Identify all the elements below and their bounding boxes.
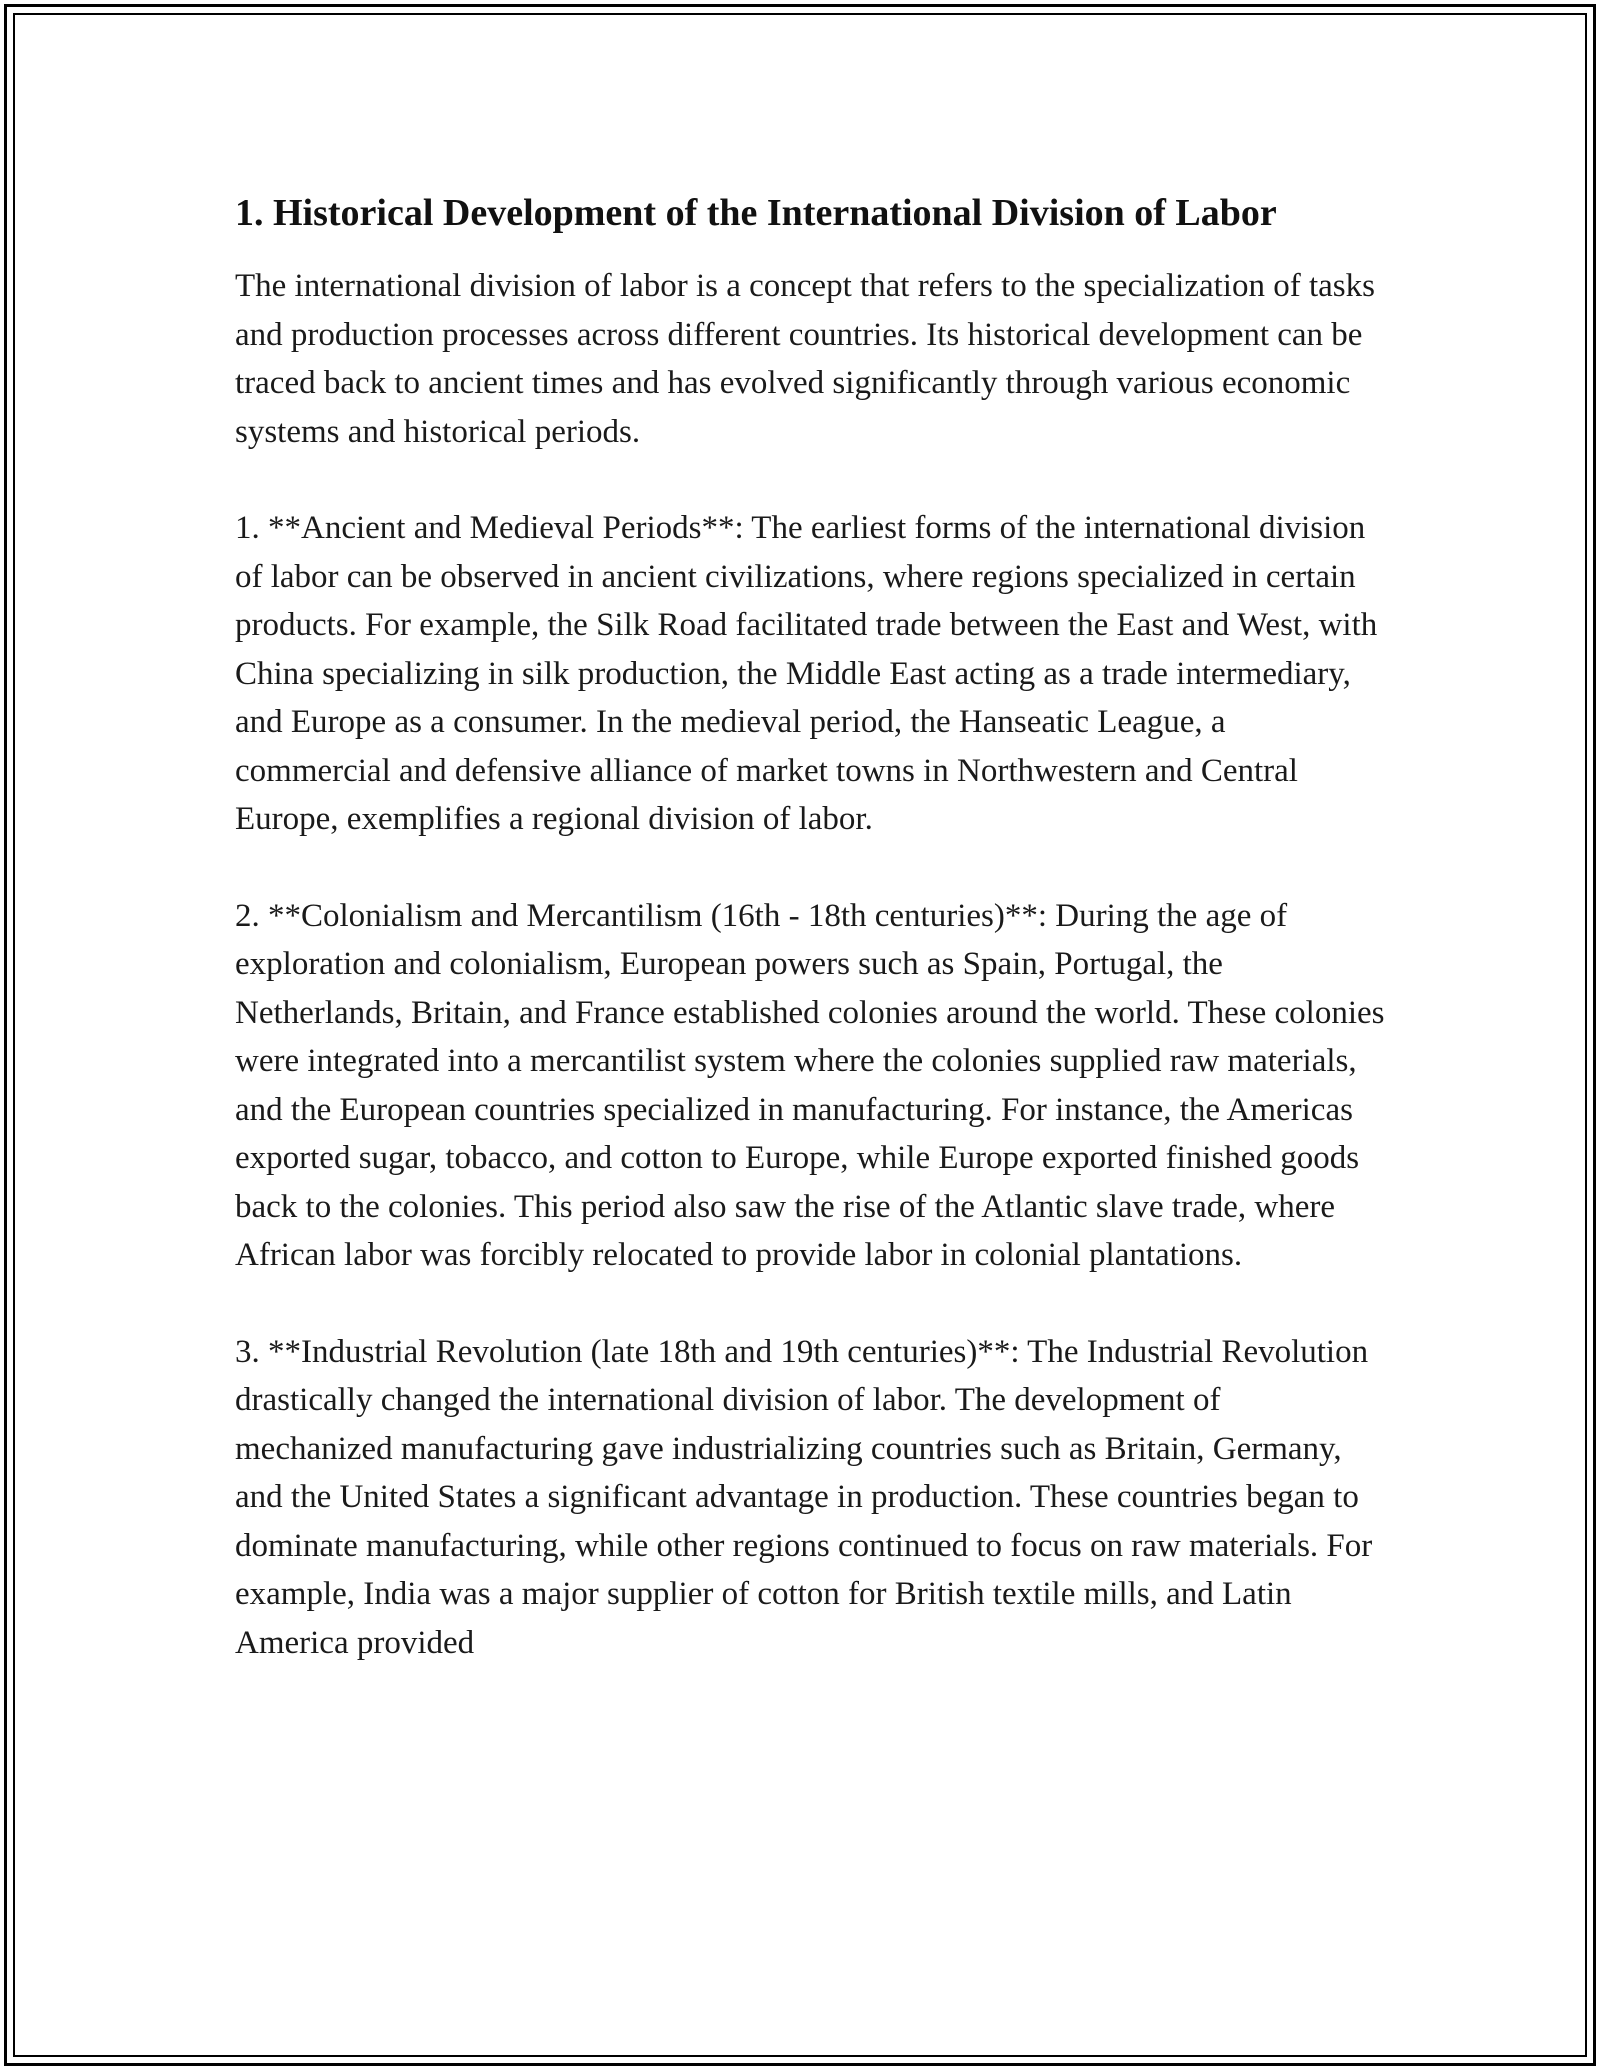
document-title: 1. Historical Development of the International Division of Labor — [235, 192, 1277, 234]
paragraph-industrial-revolution: 3. **Industrial Revolution (late 18th and 19th centuries)**: The Industrial Revolution drastically changed the international division of labor. The development of mechanized manufacturing gave industrializing countries such as Britain, Germany, and the United States a significant advantage in production. These countries began to dominate manufacturing, while other regions continued to focus on raw materials. For example, India was a major supplier of cotton for British textile mills, and Latin America provided — [235, 1333, 1373, 1661]
intro-paragraph: The international division of labor is a concept that refers to the specialization of tasks and production processes across different countries. Its historical development can be traced back to ancient times and has evolved significantly through various economic systems and historical periods. — [235, 268, 1375, 450]
paragraph-colonialism: 2. **Colonialism and Mercantilism (16th - 18th centuries)**: During the age of exploration and colonialism, European powers such as Spain, Portugal, the Netherlands, Britain, and France established colonies around the world. These colonies were integrated into a mercantilist system where the colonies supplied raw materials, and the European countries specialized in manufacturing. For instance, the Americas exported sugar, tobacco, and cotton to Europe, while Europe exported finished goods back to the colonies. This period also saw the rise of the Atlantic slave trade, where African labor was forcibly relocated to provide labor in colonial plantations. — [235, 897, 1385, 1273]
paragraph-ancient-medieval: 1. **Ancient and Medieval Periods**: The earliest forms of the international division of labor can be observed in ancient civilizations, where regions specialized in certain products. For example, the Silk Road facilitated trade between the East and West, with China specializing in silk production, the Middle East acting as a trade intermediary, and Europe as a consumer. In the medieval period, the Hanseatic League, a commercial and defensive alliance of market towns in Northwestern and Central Europe, exemplifies a regional division of labor. — [235, 510, 1378, 837]
document-body — [235, 186, 1385, 1715]
